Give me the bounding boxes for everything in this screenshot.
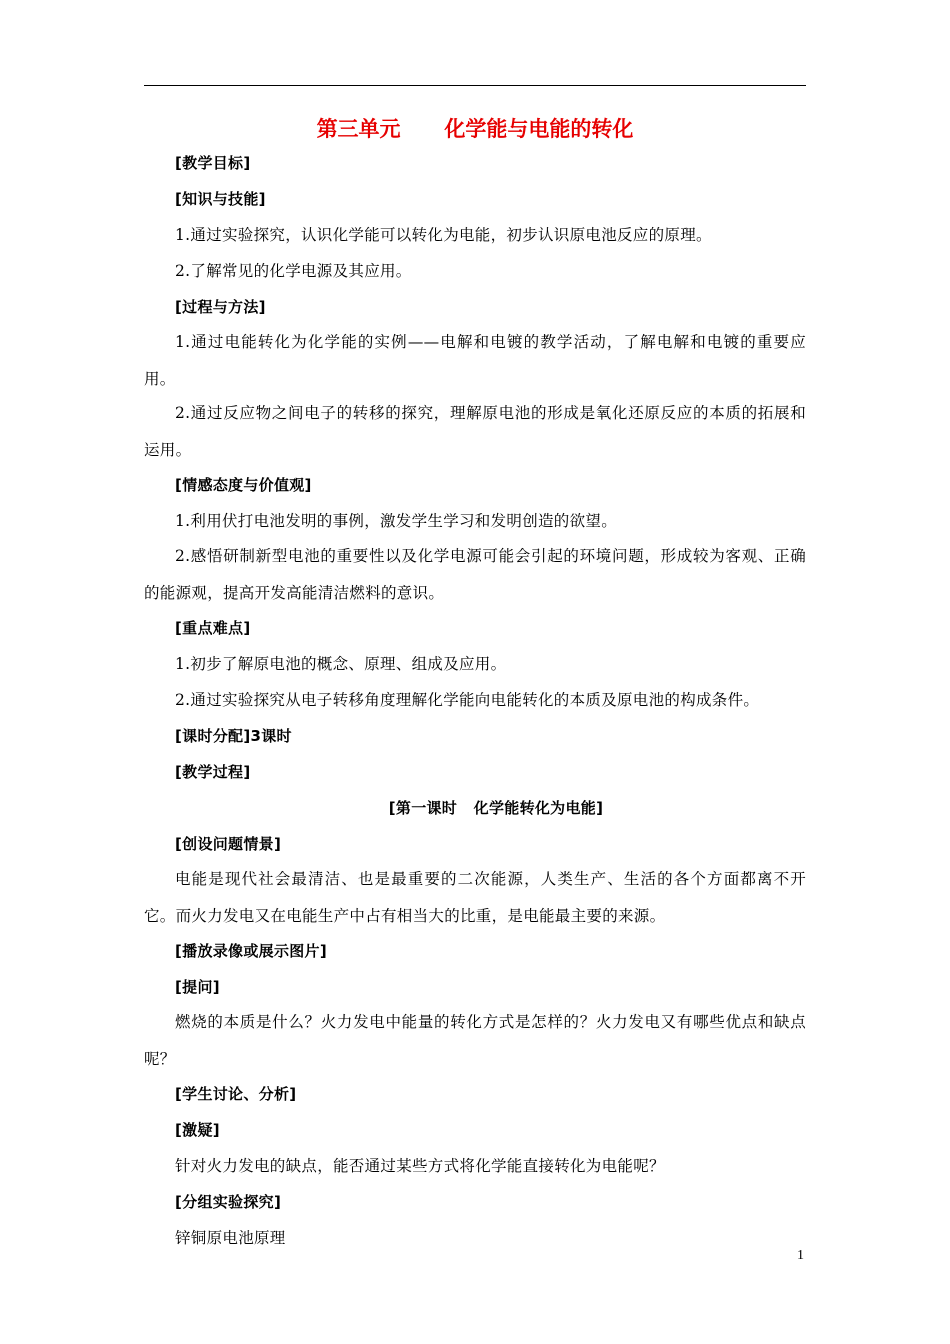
section-heading-first-lesson: [第一课时 化学能转化为电能] <box>388 799 604 817</box>
heading-teaching-process: [教学过程] <box>175 763 251 781</box>
paragraph: 1.通过实验探究，认识化学能可以转化为电能，初步认识原电池反应的原理。 <box>175 226 712 244</box>
heading-video-pictures: [播放录像或展示图片] <box>175 942 328 960</box>
page-number: 1 <box>797 1248 804 1263</box>
paragraph: 2.感悟研制新型电池的重要性以及化学电源可能会引起的环境问题，形成较为客观、正确的能源观，提高开发高能清洁燃料的意识。 <box>144 547 806 602</box>
heading-inspire-doubt: [激疑] <box>175 1121 220 1139</box>
document-body <box>144 116 806 1263</box>
heading-group-experiment: [分组实验探究] <box>175 1193 282 1211</box>
paragraph: 1.初步了解原电池的概念、原理、组成及应用。 <box>175 655 507 673</box>
paragraph: 针对火力发电的缺点，能否通过某些方式将化学能直接转化为电能呢？ <box>175 1157 665 1175</box>
heading-process-method: [过程与方法] <box>175 298 266 316</box>
paragraph: 2.了解常见的化学电源及其应用。 <box>175 262 412 280</box>
paragraph: 1.利用伏打电池发明的事例，激发学生学习和发明创造的欲望。 <box>175 512 617 530</box>
header-rule <box>144 85 806 86</box>
paragraph: 2.通过反应物之间电子的转移的探究，理解原电池的形成是氧化还原反应的本质的拓展和运用。 <box>144 404 806 459</box>
heading-class-hours: [课时分配]3课时 <box>175 727 292 745</box>
paragraph: 1.通过电能转化为化学能的实例——电解和电镀的教学活动，了解电解和电镀的重要应用。 <box>144 333 806 388</box>
heading-knowledge-skills: [知识与技能] <box>175 190 266 208</box>
heading-attitude-values: [情感态度与价值观] <box>175 476 312 494</box>
paragraph: 2.通过实验探究从电子转移角度理解化学能向电能转化的本质及原电池的构成条件。 <box>175 691 760 709</box>
paragraph: 锌铜原电池原理 <box>175 1229 286 1247</box>
paragraph: 燃烧的本质是什么？火力发电中能量的转化方式是怎样的？火力发电又有哪些优点和缺点呢？ <box>144 1013 806 1068</box>
heading-key-points: [重点难点] <box>175 619 251 637</box>
heading-problem-scenario: [创设问题情景] <box>175 835 282 853</box>
heading-teaching-goals: [教学目标] <box>175 154 251 172</box>
heading-student-discussion: [学生讨论、分析] <box>175 1085 297 1103</box>
paragraph: 电能是现代社会最清洁、也是最重要的二次能源，人类生产、生活的各个方面都离不开它。而火力发电又在电能生产中占有相当大的比重，是电能最主要的来源。 <box>144 870 806 925</box>
document-title: 第三单元 化学能与电能的转化 <box>316 117 634 141</box>
heading-question: [提问] <box>175 978 220 996</box>
